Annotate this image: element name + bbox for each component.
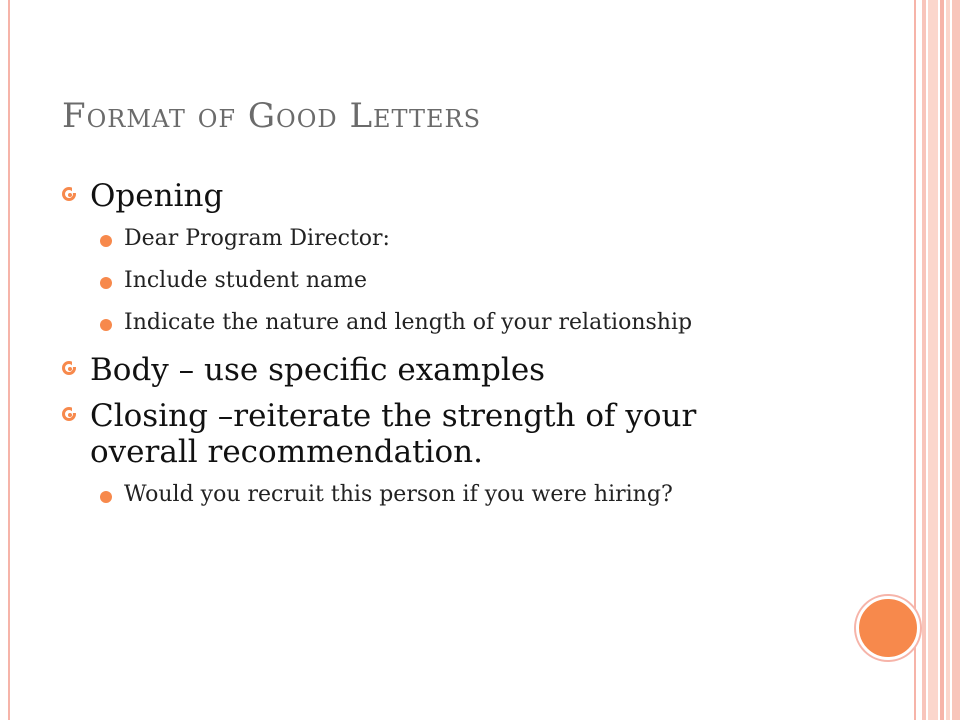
- slide-title: Format of Good Letters: [62, 96, 482, 136]
- sub-bullet-list: [62, 480, 862, 510]
- stripe: [952, 0, 960, 720]
- sub-bullet-item: [62, 224, 862, 254]
- bullet-text: Closing –reiterate the strength of your overall recommendation.: [90, 398, 697, 470]
- stripe: [928, 0, 938, 720]
- bullet-list: [62, 178, 862, 522]
- stripe: [940, 0, 944, 720]
- sub-bullet-item: [62, 480, 784, 510]
- bullet-item: [62, 398, 810, 470]
- stripe: [946, 0, 950, 720]
- bullet-text: Opening: [90, 178, 224, 214]
- bullet-dot-icon: [100, 491, 112, 503]
- bullet-dot-icon: [100, 319, 112, 331]
- sub-bullet-text: Indicate the nature and length of your relationship: [124, 310, 693, 335]
- sub-bullet-item: [62, 308, 744, 338]
- sub-bullet-list: [62, 224, 862, 338]
- sub-bullet-text: Dear Program Director:: [124, 226, 390, 251]
- bullet-text: Body – use specific examples: [90, 352, 546, 388]
- bullet-item: [62, 178, 862, 214]
- bullet-dot-icon: [100, 277, 112, 289]
- sub-bullet-text: Include student name: [124, 268, 368, 293]
- stripe: [922, 0, 926, 720]
- bullet-ring-icon: [62, 407, 76, 421]
- decorative-stripes: [916, 0, 960, 720]
- bullet-ring-icon: [62, 361, 76, 375]
- sub-bullet-item: [62, 266, 862, 296]
- sub-bullet-text: Would you recruit this person if you were hiring?: [124, 482, 673, 507]
- decorative-circle: [856, 596, 920, 660]
- bullet-dot-icon: [100, 235, 112, 247]
- bullet-ring-icon: [62, 187, 76, 201]
- bullet-item: [62, 352, 862, 388]
